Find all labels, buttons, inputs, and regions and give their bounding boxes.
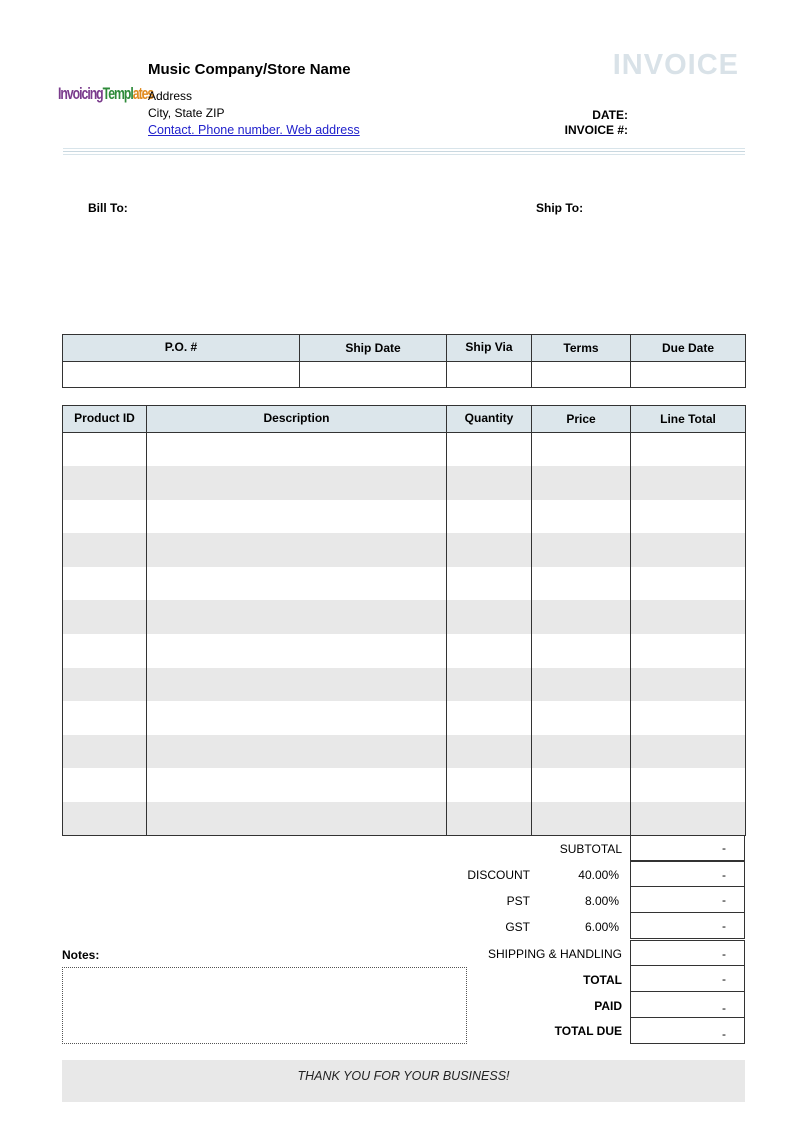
discount-label: DISCOUNT [467,868,530,882]
description-cell[interactable] [147,433,447,467]
line-total-cell[interactable] [631,500,746,534]
product-id-cell[interactable] [63,500,147,534]
header-divider [63,148,745,157]
line-total-cell[interactable] [631,668,746,702]
quantity-cell[interactable] [447,634,532,668]
line-item-row [63,433,746,467]
product-id-cell[interactable] [63,567,147,601]
description-cell[interactable] [147,802,447,836]
ship-date-header: Ship Date [300,335,447,362]
ship-date-cell[interactable] [300,362,447,388]
description-header: Description [147,406,447,433]
product-id-header: Product ID [63,406,147,433]
ship-via-cell[interactable] [447,362,532,388]
bill-to-label: Bill To: [88,201,128,215]
product-id-cell[interactable] [63,600,147,634]
line-total-cell[interactable] [631,466,746,500]
price-cell[interactable] [532,466,631,500]
line-item-row [63,768,746,802]
terms-cell[interactable] [532,362,631,388]
invoice-number-label: INVOICE #: [564,123,628,137]
pst-rate[interactable]: 8.00% [584,894,619,908]
product-id-cell[interactable] [63,466,147,500]
total-due-value[interactable]: - [630,1018,745,1044]
logo-part-2: Templ [102,84,133,103]
quantity-cell[interactable] [447,533,532,567]
discount-value[interactable]: - [630,861,745,887]
line-item-row [63,567,746,601]
date-label: DATE: [592,108,628,122]
company-address[interactable]: Address [148,89,193,103]
description-cell[interactable] [147,500,447,534]
line-total-cell[interactable] [631,768,746,802]
line-total-cell[interactable] [631,701,746,735]
price-cell[interactable] [532,500,631,534]
line-item-row [63,668,746,702]
description-cell[interactable] [147,567,447,601]
total-label: TOTAL [583,973,622,987]
thank-you-banner: THANK YOU FOR YOUR BUSINESS! [62,1060,745,1102]
quantity-cell[interactable] [447,768,532,802]
order-info-header-row [63,335,746,362]
shipping-handling-label: SHIPPING & HANDLING [487,947,622,961]
due-date-header: Due Date [631,335,746,362]
price-cell[interactable] [532,433,631,467]
line-total-cell[interactable] [631,735,746,769]
gst-rate[interactable]: 6.00% [584,920,619,934]
logo-part-1: Invoicing [58,84,103,103]
product-id-cell[interactable] [63,634,147,668]
description-cell[interactable] [147,466,447,500]
price-header: Price [532,406,631,433]
company-contact-link[interactable]: Contact. Phone number. Web address [148,123,360,137]
line-item-row [63,466,746,500]
line-total-cell[interactable] [631,600,746,634]
description-cell[interactable] [147,735,447,769]
line-item-row [63,802,746,836]
price-cell[interactable] [532,634,631,668]
description-cell[interactable] [147,768,447,802]
line-total-cell[interactable] [631,533,746,567]
product-id-cell[interactable] [63,433,147,467]
price-cell[interactable] [532,701,631,735]
pst-label: PST [506,894,530,908]
quantity-cell[interactable] [447,466,532,500]
shipping-handling-value[interactable]: - [630,940,745,966]
paid-label: PAID [594,999,622,1013]
price-cell[interactable] [532,533,631,567]
price-cell[interactable] [532,668,631,702]
invoice-number-field[interactable] [632,123,745,138]
price-cell[interactable] [532,768,631,802]
line-item-row [63,500,746,534]
price-cell[interactable] [532,600,631,634]
quantity-cell[interactable] [447,500,532,534]
line-item-row [63,735,746,769]
quantity-cell[interactable] [447,668,532,702]
order-info-table [62,334,746,388]
company-name[interactable]: Music Company/Store Name [148,61,351,78]
terms-header: Terms [532,335,631,362]
gst-value[interactable]: - [630,913,745,939]
price-cell[interactable] [532,567,631,601]
po-number-header: P.O. # [63,335,300,362]
description-cell[interactable] [147,600,447,634]
description-cell[interactable] [147,668,447,702]
line-item-row [63,533,746,567]
product-id-cell[interactable] [63,533,147,567]
line-total-cell[interactable] [631,567,746,601]
product-id-cell[interactable] [63,802,147,836]
quantity-cell[interactable] [447,802,532,836]
subtotal-value[interactable]: - [630,835,745,861]
product-id-cell[interactable] [63,701,147,735]
total-value[interactable]: - [630,966,745,992]
po-number-cell[interactable] [63,362,300,388]
logo-part-3: ates [132,84,154,103]
discount-rate[interactable]: 40.00% [578,868,619,882]
gst-label: GST [505,920,530,934]
line-total-cell[interactable] [631,802,746,836]
description-cell[interactable] [147,634,447,668]
ship-via-header: Ship Via [447,335,532,362]
line-item-row [63,600,746,634]
product-id-cell[interactable] [63,668,147,702]
ship-to-field[interactable] [585,198,745,298]
line-total-header: Line Total [631,406,746,433]
line-items-header-row [63,406,746,433]
quantity-cell[interactable] [447,600,532,634]
subtotal-label: SUBTOTAL [559,842,622,856]
line-total-cell[interactable] [631,433,746,467]
quantity-header: Quantity [447,406,532,433]
bill-to-field[interactable] [130,198,430,298]
price-cell[interactable] [532,802,631,836]
quantity-cell[interactable] [447,735,532,769]
quantity-cell[interactable] [447,701,532,735]
due-date-cell[interactable] [631,362,746,388]
line-item-row [63,701,746,735]
date-field[interactable] [632,108,745,123]
paid-value[interactable]: - [630,992,745,1018]
line-items-table [62,405,746,836]
line-item-row [63,634,746,668]
pst-value[interactable]: - [630,887,745,913]
notes-field[interactable] [62,967,467,1044]
description-cell[interactable] [147,533,447,567]
quantity-cell[interactable] [447,567,532,601]
product-id-cell[interactable] [63,735,147,769]
ship-to-label: Ship To: [536,201,584,215]
product-id-cell[interactable] [63,768,147,802]
description-cell[interactable] [147,701,447,735]
company-logo [58,82,153,106]
price-cell[interactable] [532,735,631,769]
order-info-row [63,362,746,388]
invoice-title: INVOICE [612,49,739,81]
notes-label: Notes: [62,948,100,962]
company-city-state-zip[interactable]: City, State ZIP [148,106,225,120]
line-total-cell[interactable] [631,634,746,668]
quantity-cell[interactable] [447,433,532,467]
total-due-label: TOTAL DUE [554,1024,622,1038]
